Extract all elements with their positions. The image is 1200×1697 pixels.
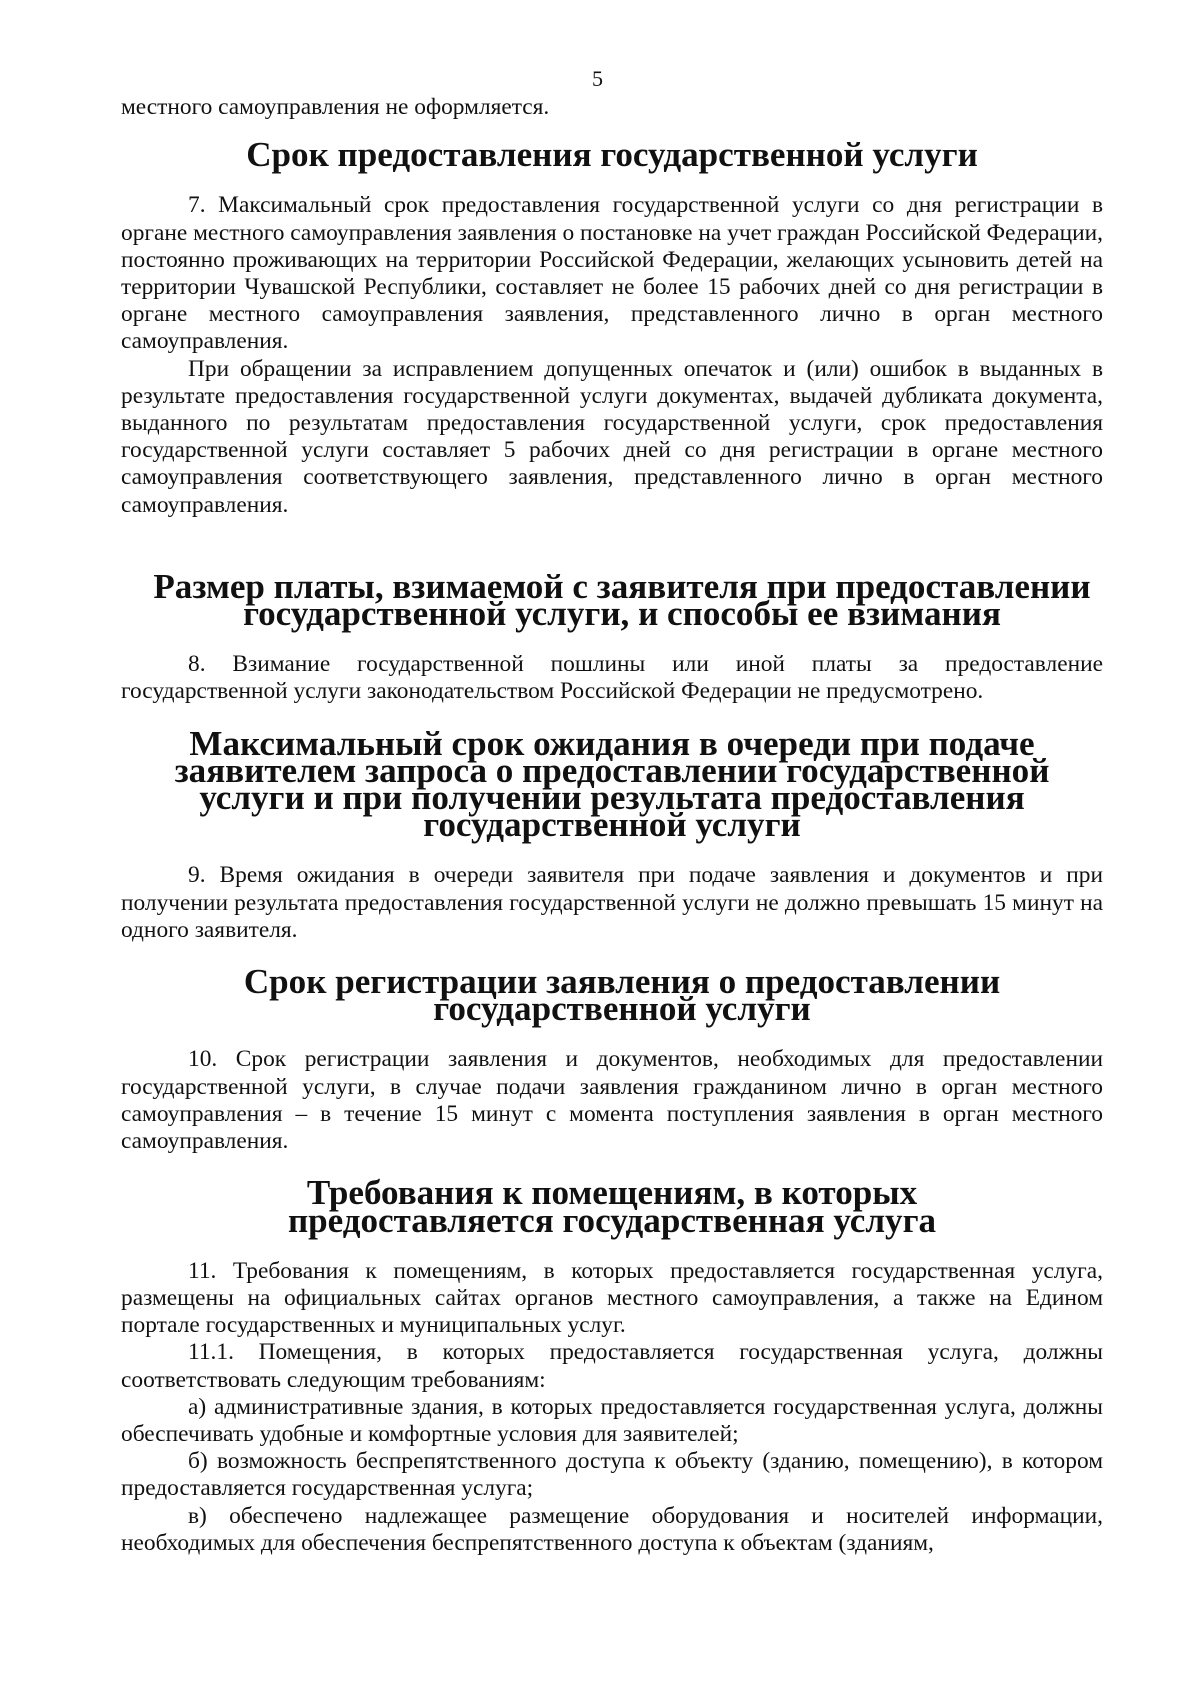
section-heading-registration: Срок регистрации заявления о предоставлении государственной услуги bbox=[243, 962, 1001, 1029]
section-heading-term: Срок предоставления государственной услуги bbox=[246, 135, 978, 175]
paragraph-9: 9. Время ожидания в очереди заявителя при подаче заявления и документов и при получении результата предоставления государственной услуги не должно превышать 15 минут на одного заявителя. bbox=[121, 862, 1103, 943]
paragraph-11-1-a: а) административные здания, в которых предоставляется государственная услуга, должны обеспечивать удобные и комфортные условия для заявителей; bbox=[121, 1393, 1103, 1447]
page-number: 5 bbox=[592, 66, 603, 91]
section-heading-fee: Размер платы, взимаемой с заявителя при предоставлении государственной услуги, и способы ее взимания bbox=[153, 566, 1091, 634]
document-body bbox=[121, 94, 1103, 1557]
paragraph-11-1-b: б) возможность беспрепятственного доступа к объекту (зданию, помещению), в котором предоставляется государственная услуга; bbox=[121, 1448, 1103, 1502]
paragraph-11-1: 11.1. Помещения, в которых предоставляется государственная услуга, должны соответствовать следующим требованиям: bbox=[121, 1339, 1103, 1393]
section-heading-queue: Максимальный срок ожидания в очереди при подаче заявителем запроса о предоставлении государственной услуги и при получении результата предоставления государственной услуги bbox=[174, 723, 1050, 845]
paragraph-11-1-c: в) обеспечено надлежащее размещение оборудования и носителей информации, необходимых для обеспечения беспрепятственного доступа к объектам (зданиям, bbox=[121, 1502, 1103, 1556]
paragraph-10: 10. Срок регистрации заявления и документов, необходимых для предоставлении государственной услуги, в случае подачи заявления гражданином лично в орган местного самоуправления – в течение 15 минут с момента поступления заявления в орган местного самоуправления. bbox=[121, 1046, 1103, 1155]
paragraph-11: 11. Требования к помещениям, в которых предоставляется государственная услуга, размещены на официальных сайтах органов местного самоуправления, а также на Едином портале государственных и муниципальных услуг. bbox=[121, 1257, 1103, 1339]
section-heading-premises: Требования к помещениям, в которых предоставляется государственная услуга bbox=[287, 1173, 937, 1240]
paragraph-7-corrections: При обращении за исправлением допущенных опечаток и (или) ошибок в выданных в результате предоставления государственной услуги документах, выдачей дубликата документа, выданного по результатам предоставления государственной услуги, срок предоставления государственной услуги составляет 5 рабочих дней со дня регистрации в органе местного самоуправления соответствующего заявления, представленного лично в орган местного самоуправления. bbox=[121, 355, 1103, 518]
paragraph-8: 8. Взимание государственной пошлины или иной платы за предоставление государственной услуги законодательством Российской Федерации не предусмотрено. bbox=[121, 651, 1103, 705]
carry-over-text: местного самоуправления не оформляется. bbox=[121, 94, 550, 120]
paragraph-7: 7. Максимальный срок предоставления государственной услуги со дня регистрации в органе местного самоуправления заявления о постановке на учет граждан Российской Федерации, постоянно проживающих на территории Российской Федерации, желающих усыновить детей на территории Чувашской Республики, составляет не более 15 рабочих дней со дня регистрации в органе местного самоуправления заявления, представленного лично в орган местного самоуправления. bbox=[121, 192, 1103, 355]
